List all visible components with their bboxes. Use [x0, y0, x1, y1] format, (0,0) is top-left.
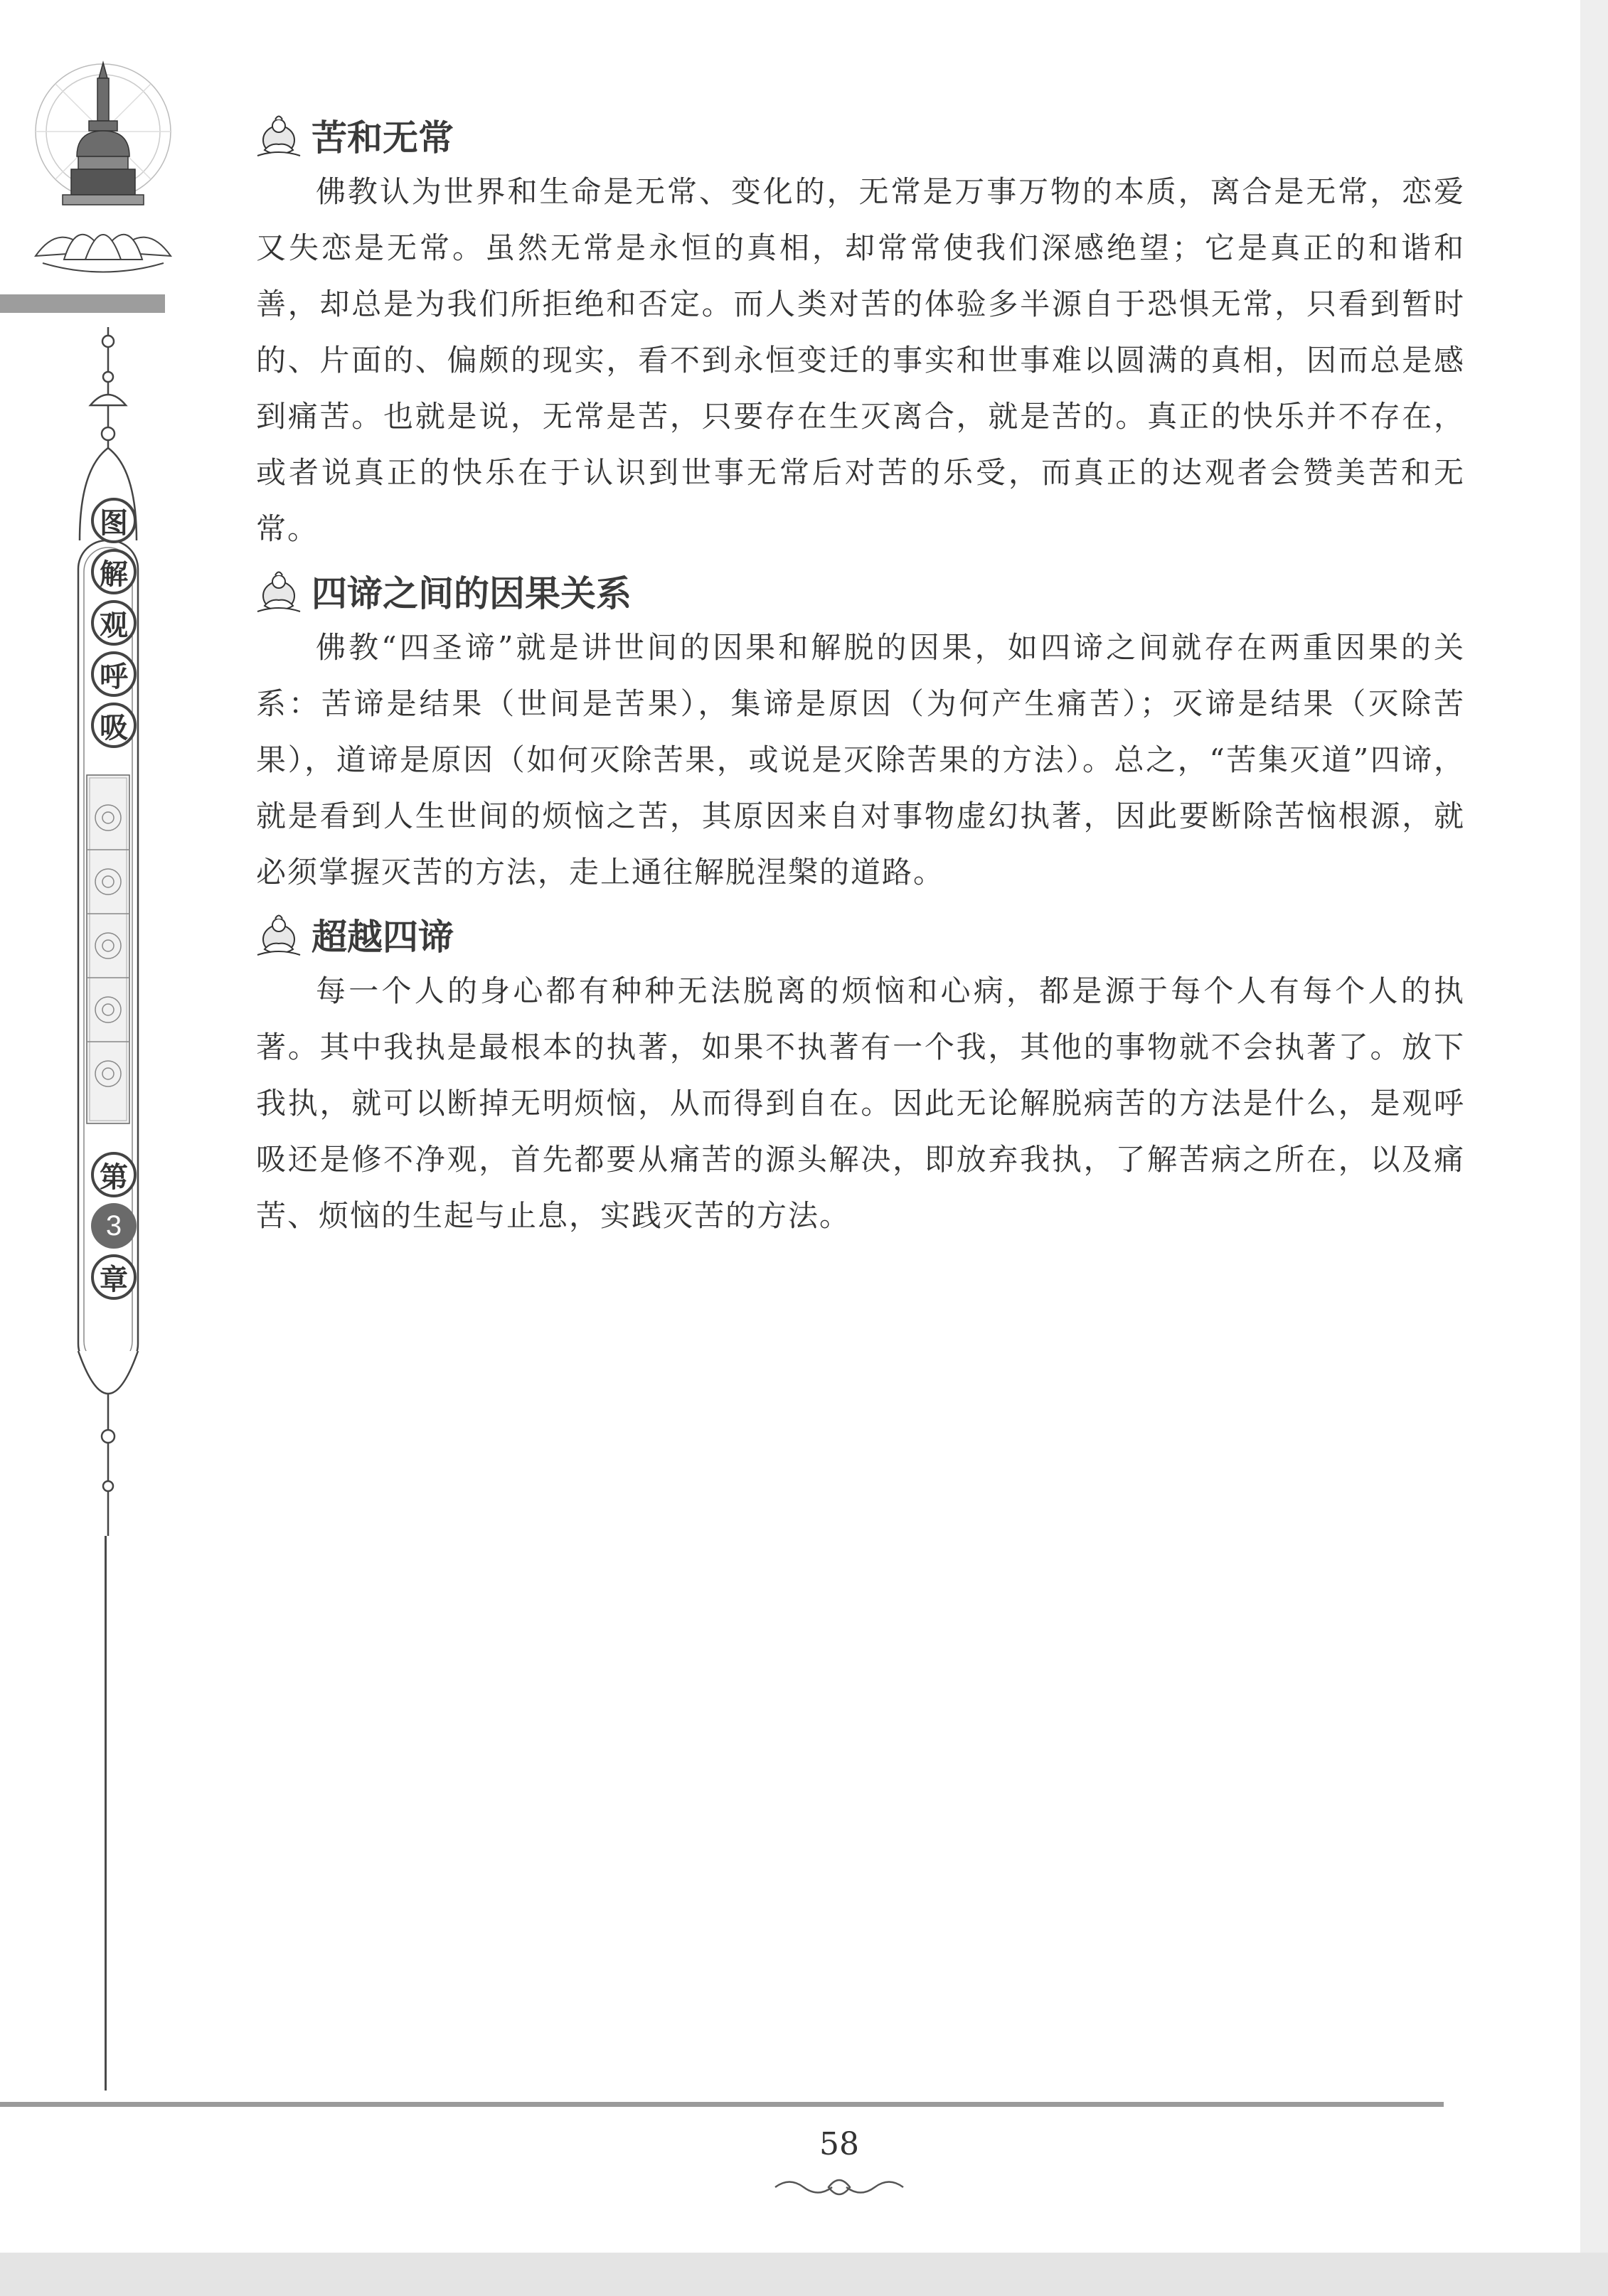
book-title-char: 吸 — [91, 703, 137, 748]
stupa-lotus-ornament-icon — [21, 50, 185, 284]
section-heading — [256, 906, 1465, 963]
section-heading-text: 苦和无常 — [312, 117, 454, 159]
chapter-label-vertical — [91, 1152, 148, 1305]
section-paragraph: 每一个人的身心都有种种无法脱离的烦恼和心病，都是源于每个人有每个人的执著。其中我执是最根本的执著，如果不执著有一个我，其他的事物就不会执著了。放下我执，就可以断掉无明烦恼，从而得到自在。因此无论解脱病苦的方法是什么，是观呼吸还是修不净观，首先都要从痛苦的源头解决，即放弃我执，了解苦病之所在，以及痛苦、烦恼的生起与止息，实践灭苦的方法。 — [256, 973, 1465, 1233]
buddha-icon — [256, 911, 302, 958]
section-paragraph: 佛教认为世界和生命是无常、变化的，无常是万事万物的本质，离合是无常，恋爱又失恋是无常。虽然无常是永恒的真相，却常常使我们深感绝望；它是真正的和谐和善，却总是为我们所拒绝和否定。而人类对苦的体验多半源自于恐惧无常，只看到暂时的、片面的、偏颇的现实，看不到永恒变迁的事实和世事难以圆满的真相，因而总是感到痛苦。也就是说，无常是苦，只要存在生灭离合，就是苦的。真正的快乐并不存在，或者说真正的快乐在于认识到世事无常后对苦的乐受，而真正的达观者会赞美苦和无常。 — [256, 174, 1465, 546]
section-heading-text: 超越四谛 — [312, 916, 454, 958]
book-title-char: 解 — [91, 549, 137, 594]
book-title-vertical — [91, 498, 148, 754]
chapter-char-suffix: 章 — [91, 1254, 137, 1300]
chapter-number: 3 — [91, 1203, 137, 1249]
chapter-char-prefix: 第 — [91, 1152, 137, 1197]
buddha-icon — [256, 112, 302, 159]
side-grey-band — [0, 294, 165, 313]
page-edge-shadow-bottom — [0, 2253, 1608, 2296]
page-number: 58 — [819, 2126, 859, 2162]
page-edge-shadow-right — [1580, 0, 1608, 2296]
section-heading — [256, 562, 1465, 619]
footer-rule — [0, 2102, 1444, 2107]
side-vertical-line — [105, 1536, 107, 2091]
buddha-icon — [256, 567, 302, 614]
book-title-char: 呼 — [91, 651, 137, 697]
book-title-char: 图 — [91, 498, 137, 543]
book-title-char: 观 — [91, 600, 137, 646]
section-paragraph: 佛教“四圣谛”就是讲世间的因果和解脱的因果，如四谛之间就存在两重因果的关系：苦谛是结果（世间是苦果），集谛是原因（为何产生痛苦）；灭谛是结果（灭除苦果），道谛是原因（如何灭除苦果，或说是灭除苦果的方法）。总之，“苦集灭道”四谛，就是看到人生世间的烦恼之苦，其原因来自对事物虚幻执著，因此要断除苦恼根源，就必须掌握灭苦的方法，走上通往解脱涅槃的道路。 — [256, 630, 1465, 890]
page-number-ornament-icon — [768, 2173, 910, 2201]
main-content — [256, 107, 1465, 1249]
section-heading — [256, 107, 1465, 164]
section-heading-text: 四谛之间的因果关系 — [312, 572, 632, 614]
